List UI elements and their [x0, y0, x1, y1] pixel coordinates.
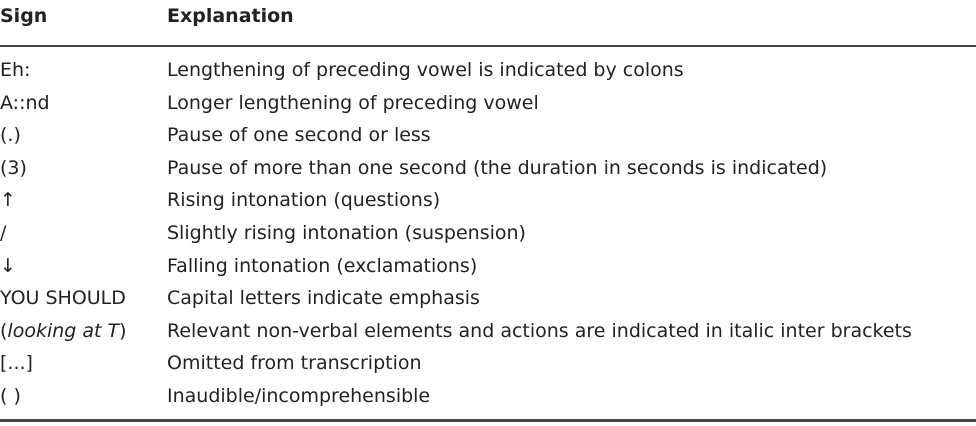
table-row: [0, 283, 976, 316]
sign-cell: Eh:: [0, 59, 31, 81]
table-row: [0, 120, 976, 153]
sign-cell: (3): [0, 156, 27, 179]
table-row: [0, 381, 976, 414]
explanation-cell: Rising intonation (questions): [167, 189, 441, 212]
table-header: [0, 0, 976, 34]
explanation-cell: Capital letters indicate emphasis: [167, 287, 480, 310]
table-row: [0, 88, 976, 121]
table-bottom-rule: [0, 419, 976, 422]
table-row: [0, 316, 976, 349]
explanation-cell: Lengthening of preceding vowel is indicated by colons: [167, 59, 684, 81]
sign-cell: [...]: [0, 352, 33, 375]
explanation-cell: Pause of more than one second (the duration in seconds is indicated): [167, 156, 828, 179]
explanation-cell: Slightly rising intonation (suspension): [167, 221, 526, 244]
explanation-cell: Falling intonation (exclamations): [167, 254, 478, 277]
sign-cell: (.): [0, 124, 21, 147]
header-divider: [0, 45, 976, 47]
explanation-cell: Pause of one second or less: [167, 124, 431, 147]
table-body: [0, 55, 976, 414]
sign-close-paren: ): [119, 319, 127, 342]
table-row: [0, 348, 976, 381]
table-row: [0, 153, 976, 186]
header-sign: Sign: [0, 5, 48, 27]
falling-arrow-sign: ↓: [0, 254, 16, 277]
table-row: [0, 185, 976, 218]
explanation-cell: Omitted from transcription: [167, 352, 422, 375]
sign-cell: A::nd: [0, 91, 50, 114]
explanation-cell: Inaudible/incomprehensible: [167, 384, 431, 407]
rising-arrow-sign: ↑: [0, 189, 16, 212]
sign-cell: /: [0, 221, 7, 244]
sign-italic-text: looking at T: [7, 319, 120, 342]
sign-cell: [0, 318, 127, 344]
table-row: [0, 251, 976, 284]
explanation-cell: Longer lengthening of preceding vowel: [167, 91, 539, 114]
table-row: [0, 218, 976, 251]
explanation-cell: Relevant non-verbal elements and actions are indicated in italic inter brackets: [167, 319, 912, 342]
sign-open-paren: (: [0, 319, 8, 342]
sign-cell: ( ): [0, 384, 21, 407]
table-row: [0, 55, 976, 88]
sign-cell: YOU SHOULD: [0, 287, 126, 310]
header-explanation: Explanation: [167, 5, 294, 27]
